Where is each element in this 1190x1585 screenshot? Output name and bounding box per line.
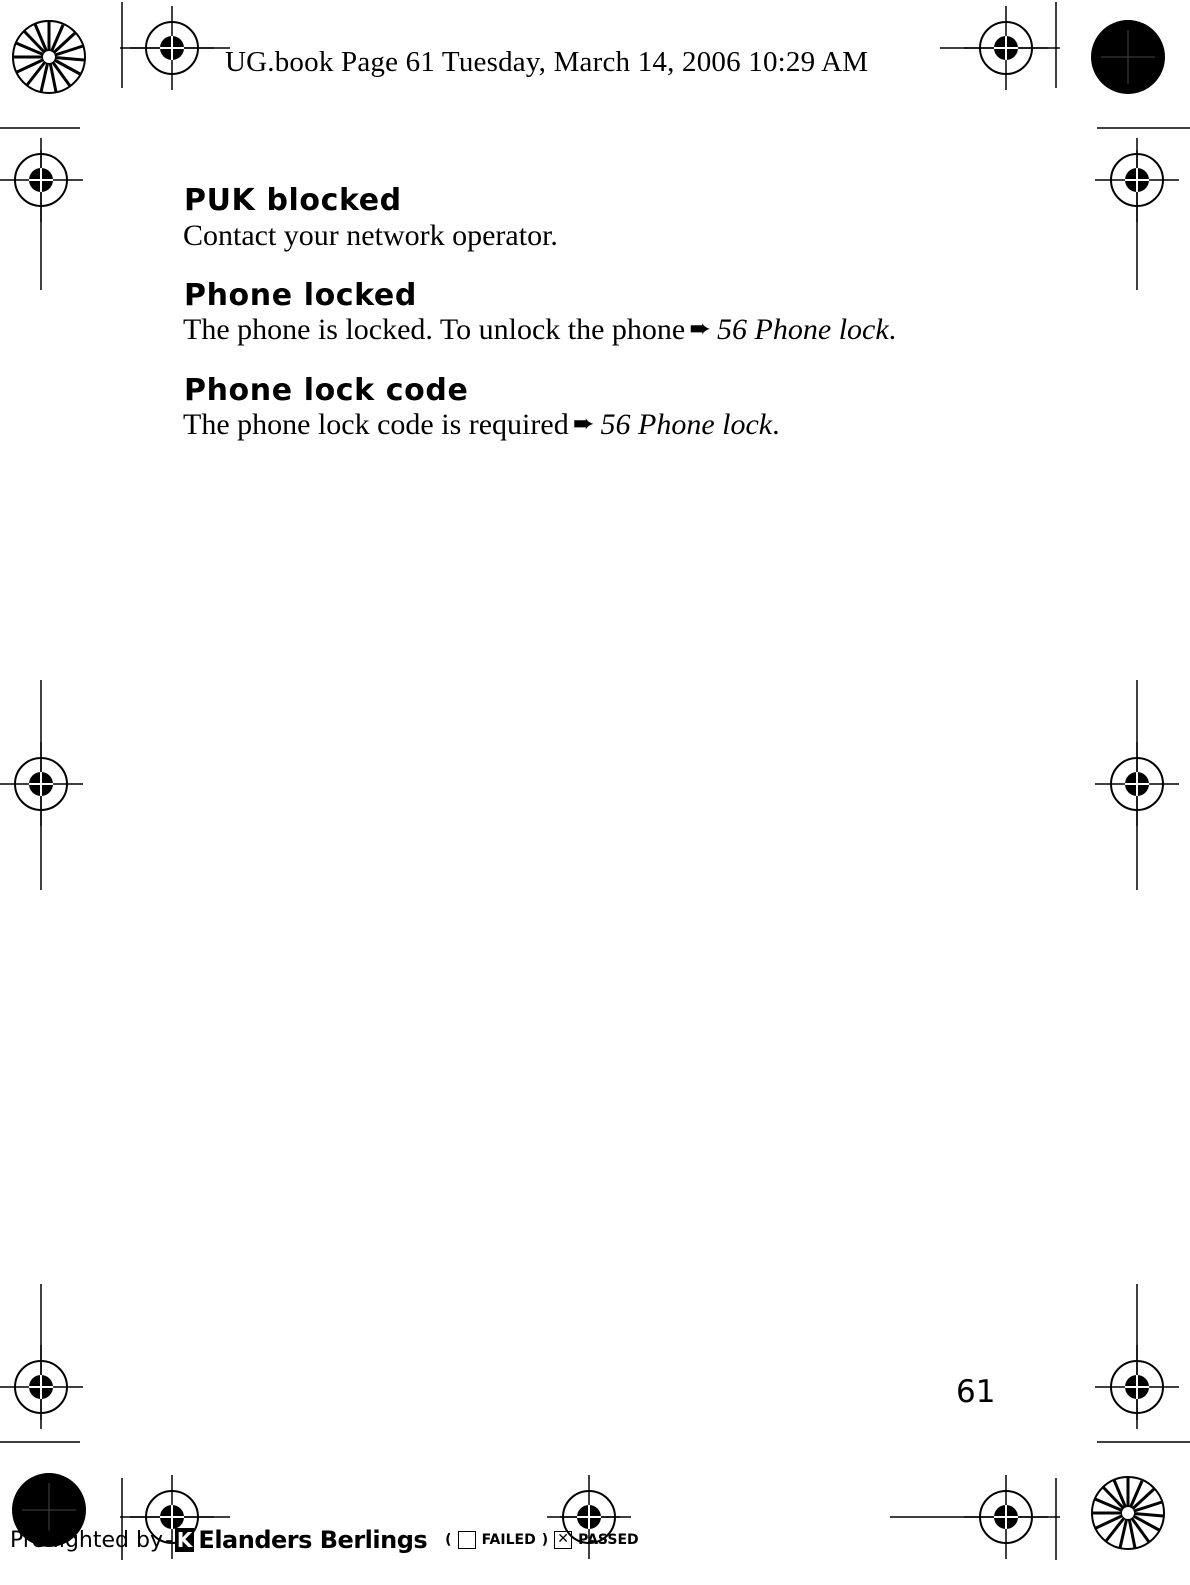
preflight-company: Elanders Berlings [198, 1526, 428, 1554]
section-title-phone-lock-code: Phone lock code [184, 373, 469, 408]
cross-reference-link[interactable]: 56 Phone lock [600, 408, 773, 441]
page-number: 61 [956, 1374, 996, 1410]
crop-lines [0, 2, 1190, 1560]
section-body-phone-locked [183, 313, 896, 347]
preflight-stamp: Preflighted by - K Elanders Berlings ( FAILED ) ✕ PASSED [10, 1526, 639, 1554]
preflight-status: ( FAILED ) ✕ PASSED [445, 1531, 639, 1548]
preflight-label: Preflighted by [10, 1527, 163, 1553]
crosshair-registration-icon [0, 6, 1179, 1559]
right-arrow-icon: ➨ [689, 314, 712, 343]
failed-label: FAILED [481, 1532, 536, 1548]
header-book-info: UG.book Page 61 Tuesday, March 14, 2006 10:29 AM [225, 46, 869, 78]
section-body-puk-blocked [183, 219, 558, 253]
section-title-puk-blocked: PUK blocked [184, 183, 402, 218]
company-logo-icon: K [176, 1528, 193, 1552]
section-text: The phone is locked. To unlock the phone [183, 313, 686, 346]
sentence-period: . [888, 313, 897, 346]
section-text: Contact your network operator. [183, 219, 558, 252]
failed-checkbox [458, 1531, 476, 1549]
passed-label: PASSED [578, 1532, 639, 1548]
section-body-phone-lock-code [183, 408, 780, 442]
sentence-period: . [772, 408, 780, 441]
section-title-phone-locked: Phone locked [184, 278, 417, 313]
cross-reference-link[interactable]: 56 Phone lock [717, 313, 889, 346]
passed-checkbox: ✕ [554, 1531, 572, 1549]
right-arrow-icon: ➨ [572, 409, 595, 438]
section-text: The phone lock code is required [183, 408, 569, 441]
